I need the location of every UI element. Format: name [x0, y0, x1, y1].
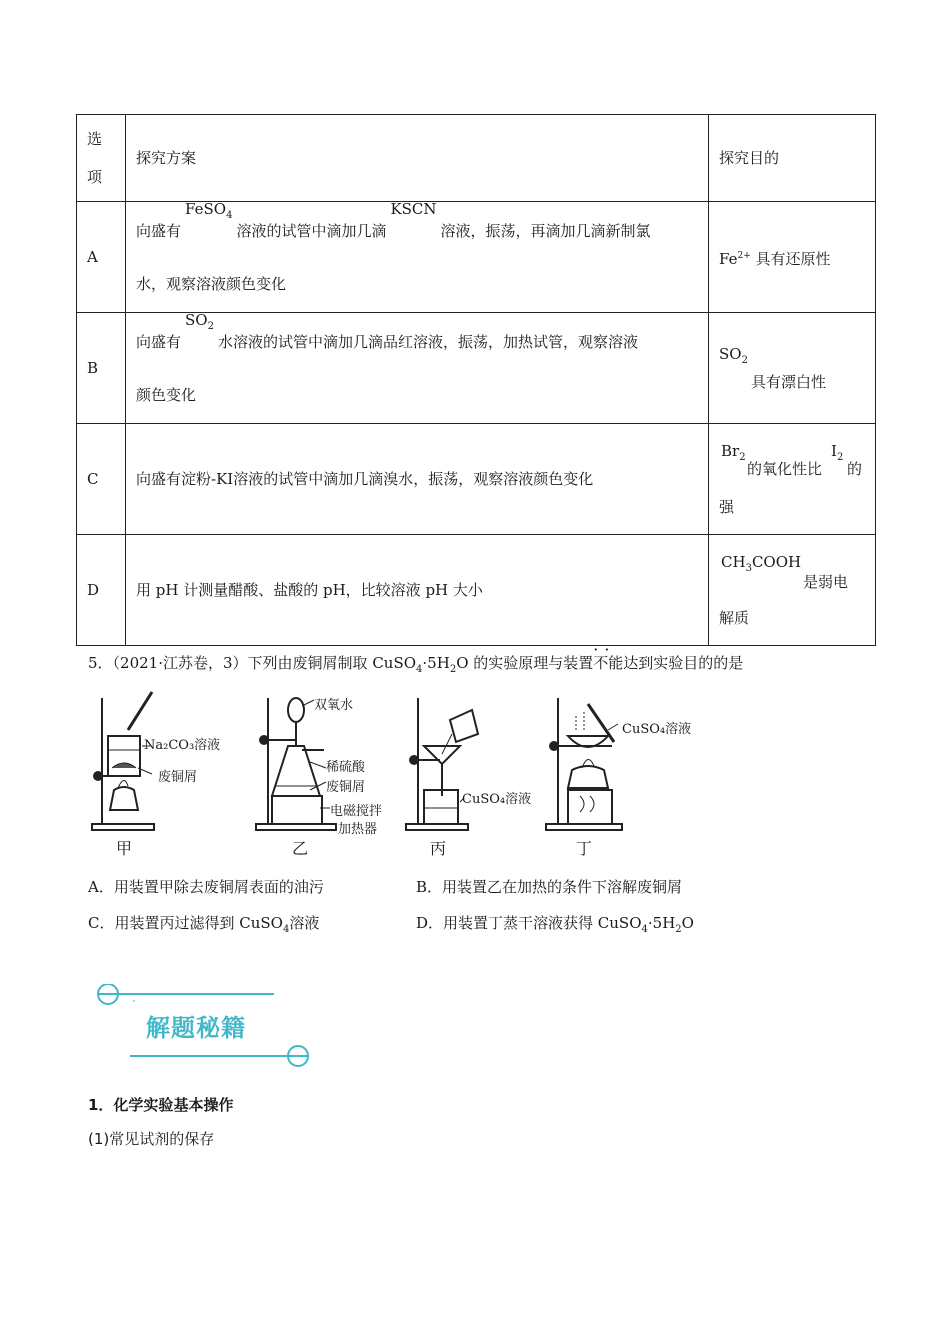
label-bing-solution: CuSO₄溶液	[462, 792, 532, 807]
row-goal	[709, 313, 876, 424]
table-row	[77, 202, 876, 313]
goal-text: 的氧化性比	[747, 460, 823, 478]
goal-line	[719, 440, 865, 480]
subscript: 4	[282, 924, 290, 935]
row-goal	[709, 424, 876, 535]
chem-formula	[719, 344, 865, 371]
apparatus-jia	[92, 692, 154, 830]
apparatus-bing	[406, 698, 478, 830]
chem-formula	[721, 551, 801, 580]
apparatus-yi	[256, 698, 336, 830]
table-row	[77, 313, 876, 424]
row-option: B	[77, 313, 126, 424]
apparatus-ding	[546, 698, 622, 830]
goal-text: 强	[719, 498, 735, 516]
header-option	[77, 115, 126, 202]
plan-text: 溶液的试管中滴加几滴	[236, 221, 387, 240]
row-goal	[709, 202, 876, 313]
label-yi-heater1: 电磁搅拌	[330, 804, 383, 819]
option-text: 溶液	[289, 914, 320, 932]
chem-formula	[185, 310, 214, 332]
header-plan: 探究方案	[126, 115, 709, 202]
plan-text: 颜色变化	[136, 385, 197, 404]
table-header-row	[77, 115, 876, 202]
question-source: （2021·江苏卷，3）	[112, 654, 248, 672]
row-option: D	[77, 535, 126, 646]
emphasis-text: 不能 ··	[593, 654, 623, 672]
formula-text: I	[831, 442, 837, 460]
subscript: 4	[416, 664, 423, 675]
plan-text: 向盛有	[136, 221, 182, 240]
formula-sub: 3	[745, 563, 752, 574]
option-c[interactable]	[88, 912, 319, 935]
goal-text: 具有还原性	[755, 249, 831, 268]
chem-formula	[831, 440, 843, 469]
header-option-line2: 项	[87, 168, 103, 186]
label-jia-solution: Na₂CO₃溶液	[144, 738, 221, 753]
label-yi-acid: 稀硫酸	[326, 760, 366, 775]
question-5	[88, 652, 743, 675]
plan-text: 水，观察溶液颜色变化	[136, 274, 287, 293]
formula-sup: 2+	[737, 250, 751, 261]
goal-line	[719, 551, 865, 591]
label-ding-solution: CuSO₄溶液	[622, 722, 692, 737]
row-plan: 向盛有淀粉-KI溶液的试管中滴加几滴溴水，振荡，观察溶液颜色变化	[126, 424, 709, 535]
row-goal	[709, 535, 876, 646]
formula-text: Fe	[719, 249, 738, 268]
table-row	[77, 535, 876, 646]
row-plan	[126, 199, 709, 313]
plan-text: 水溶液的试管中滴加几滴品红溶液，振荡，加热试管，观察溶液	[217, 332, 638, 351]
caption-jia: 甲	[116, 839, 133, 858]
option-text: O	[681, 914, 694, 932]
question-number: 5．	[88, 654, 113, 672]
question-text: ·5H	[422, 654, 450, 672]
header-option-line1: 选	[87, 130, 103, 148]
table-row	[77, 424, 876, 535]
option-b[interactable]: B．用装置乙在加热的条件下溶解废铜屑	[416, 878, 683, 896]
question-text: 下列由废铜屑制取 CuSO	[247, 654, 417, 672]
option-text: C．用装置丙过滤得到 CuSO	[88, 914, 283, 932]
chem-formula	[185, 199, 233, 221]
goal-text: 解质	[719, 609, 750, 627]
question-text: 达到实验目的的是	[623, 654, 744, 672]
formula-text: SO	[185, 310, 208, 329]
section-subheading: (1)常见试剂的保存	[88, 1130, 215, 1148]
subscript: 4	[641, 924, 648, 935]
caption-bing: 丙	[430, 839, 447, 858]
formula-sub: 2	[836, 452, 844, 463]
option-text: ·5H	[647, 914, 676, 932]
caption-ding: 丁	[576, 839, 593, 858]
formula-sub: 2	[207, 320, 214, 332]
chem-formula	[719, 250, 751, 268]
formula-sub: 2	[741, 354, 748, 366]
subscript: 2	[449, 664, 457, 675]
option-text: D．用装置丁蒸干溶液获得 CuSO	[416, 914, 642, 932]
section-heading: 1．化学实验基本操作	[88, 1096, 234, 1114]
formula-text: FeSO	[185, 199, 227, 218]
chem-formula: KSCN	[390, 199, 437, 218]
label-yi-h2o2: 双氧水	[314, 698, 354, 713]
caption-yi: 乙	[292, 839, 309, 858]
plan-text: 向盛有	[136, 332, 182, 351]
formula-text: COOH	[751, 553, 802, 571]
formula-text: CH	[721, 553, 746, 571]
formula-text: SO	[719, 344, 742, 363]
row-plan: 用 pH 计测量醋酸、盐酸的 pH，比较溶液 pH 大小	[126, 535, 709, 646]
label-yi-scrap: 废铜屑	[326, 780, 366, 795]
plan-text: 溶液，振荡，再滴加几滴新制氯	[440, 221, 651, 240]
row-option: C	[77, 424, 126, 535]
banner-title: 解题秘籍	[146, 1014, 246, 1042]
goal-text: 是弱电	[803, 573, 849, 591]
apparatus-figures	[88, 690, 728, 860]
label-jia-scrap: 废铜屑	[158, 770, 198, 785]
goal-text: 的	[847, 460, 863, 478]
question-text: O 的实验原理与装置	[456, 654, 594, 672]
experiment-table	[76, 114, 876, 646]
option-a[interactable]: A．用装置甲除去废铜屑表面的油污	[88, 878, 324, 896]
formula-text: Br	[721, 442, 740, 460]
formula-sub: 4	[226, 209, 233, 221]
formula-sub: 2	[739, 452, 746, 463]
chem-formula	[721, 440, 746, 469]
header-goal: 探究目的	[709, 115, 876, 202]
label-yi-heater2: 加热器	[338, 822, 378, 837]
row-option: A	[77, 202, 126, 313]
goal-text: 具有漂白性	[751, 372, 827, 391]
option-d[interactable]	[416, 912, 694, 935]
row-plan	[126, 310, 709, 424]
subscript: 2	[675, 924, 682, 935]
